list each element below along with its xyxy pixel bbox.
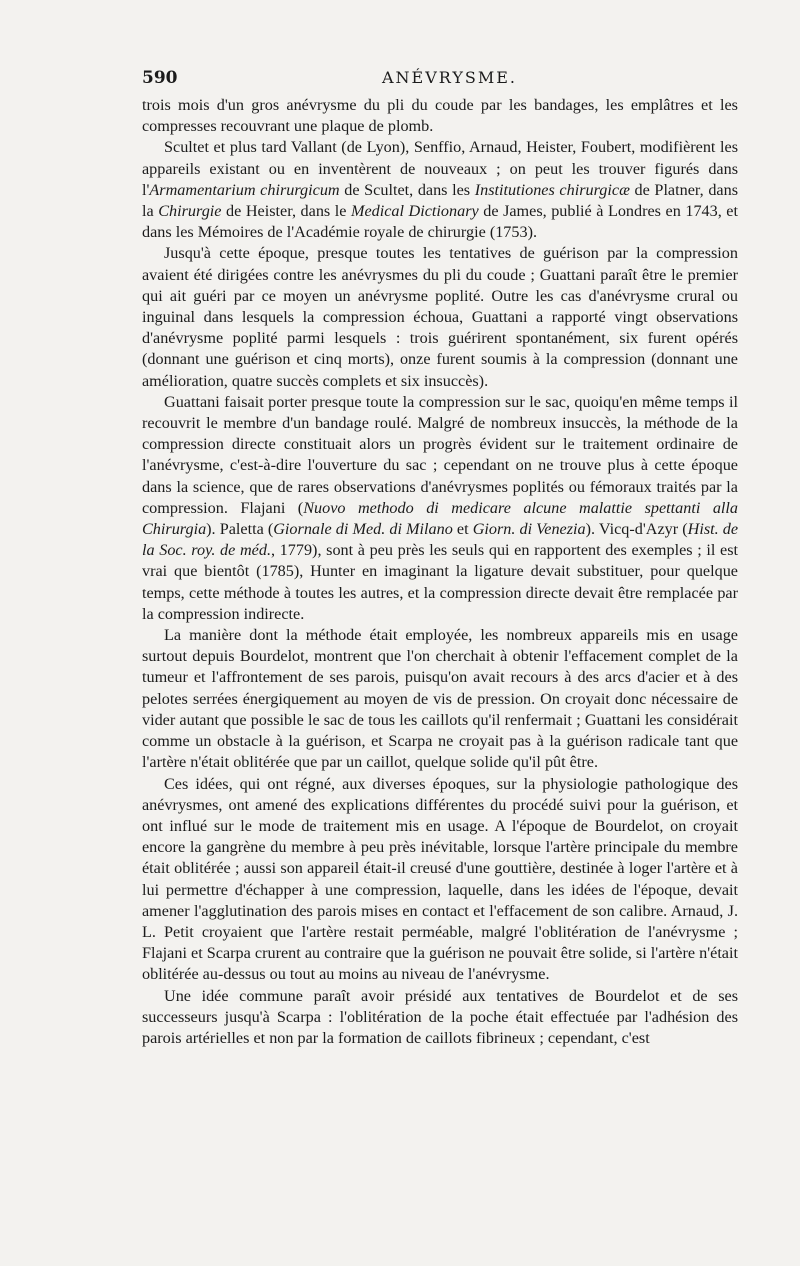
paragraph-2: Scultet et plus tard Vallant (de Lyon), Senffio, Arnaud, Heister, Foubert, modifièrent les appareils existant ou en inventèrent de nouveaux ; on peut les trouver figurés dans l'Armamentarium chirurgicum de Scultet, dans les Institutiones chirurgicæ de Platner, dans la Chirurgie de Heister, dans le Medical Dictionary de James, publié à Londres en 1743, et dans les Mémoires de l'Académie royale de chirurgie (1753). xyxy=(142,138,738,242)
paragraph-7: Une idée commune paraît avoir présidé aux tentatives de Bourdelot et de ses successeurs jusqu'à Scarpa : l'oblitération de la poche était effectuée par l'adhésion des parois artérielles et non par la formation de caillots fibrineux ; cependant, c'est xyxy=(142,986,738,1047)
running-title: ANÉVRYSME. xyxy=(382,68,518,87)
paragraph-6: Ces idées, qui ont régné, aux diverses époques, sur la physiologie pathologique des anévrysmes, ont amené des explications différentes du procédé suivi pour la guérison, et ont influé sur le mode de traitement mis en usage. A l'époque de Bourdelot, on croyait encore la gangrène du membre à peu près inévitable, lorsque l'artère principale du membre était oblitérée ; aussi son appareil était-il creusé d'une gouttière, destinée à loger l'artère et à lui permettre d'échapper à une compression, laquelle, dans les idées de l'époque, devait amener l'agglutination des parois mises en contact et l'effacement de son calibre. Arnaud, J. L. Petit croyaient que l'artère restait perméable, malgré l'oblitération de l'anévrysme ; Flajani et Scarpa crurent au contraire que la guérison ne pouvait être solide, si l'artère n'était oblitérée au-dessus ou tout au moins au niveau de l'anévrysme. xyxy=(142,774,738,984)
paragraph-3: Jusqu'à cette époque, presque toutes les tentatives de guérison par la compression avaient été dirigées contre les anévrysmes du pli du coude ; Guattani paraît être le premier qui ait guéri par ce moyen un anévrysme poplité. Outre les cas d'anévrysme crural ou inguinal dans lesquels la compression échoua, Guattani a rapporté vingt observations d'anévrysme poplité parmi lesquels : trois guérirent spontanément, six furent opérés (donnant une guérison et cinq morts), onze furent soumis à la compression (donnant une amélioration, quatre succès complets et six insuccès). xyxy=(142,244,738,390)
page-header xyxy=(142,68,738,98)
paragraph-5: La manière dont la méthode était employée, les nombreux appareils mis en usage surtout depuis Bourdelot, montrent que l'on cherchait à obtenir l'effacement complet de la tumeur et l'affrontement de ses parois, puisqu'on avait recours à des arcs d'acier et à des pelotes serrées énergiquement au moyen de vis de pression. On croyait donc nécessaire de vider autant que possible le sac de tous les caillots qu'il renfermait ; Guattani les considérait comme un obstacle à la guérison, et Scarpa ne croyait pas à la guérison radicale tant que l'artère n'était oblitérée que par un caillot, quelque solide qu'il pût être. xyxy=(142,626,738,772)
body-text xyxy=(142,95,738,1049)
paragraph-4: Guattani faisait porter presque toute la compression sur le sac, quoiqu'en même temps il recouvrit le membre d'un bandage roulé. Malgré de nombreux insuccès, la méthode de la compression directe constituait alors un progrès évident sur le traitement ordinaire de l'anévrysme, c'est-à-dire l'ouverture du sac ; cependant on ne trouve plus à cette époque dans la science, que de rares observations d'anévrysmes poplités ou fémoraux traités par la compression. Flajani (Nuovo methodo di medicare alcune malattie spettanti alla Chirurgia). Paletta (Giornale di Med. di Milano et Giorn. di Venezia). Vicq-d'Azyr (Hist. de la Soc. roy. de méd., 1779), sont à peu près les seuls qui en rapportent des exemples ; il est vrai que bientôt (1785), Hunter en imaginant la ligature devait substituer, pour quelque temps, cette méthode à toutes les autres, et la compression directe devait être remplacée par la compression indirecte. xyxy=(142,392,739,623)
page-number: 590 xyxy=(142,68,178,88)
paragraph-1: trois mois d'un gros anévrysme du pli du coude par les bandages, les emplâtres et les compresses recouvrant une plaque de plomb. xyxy=(142,96,738,136)
